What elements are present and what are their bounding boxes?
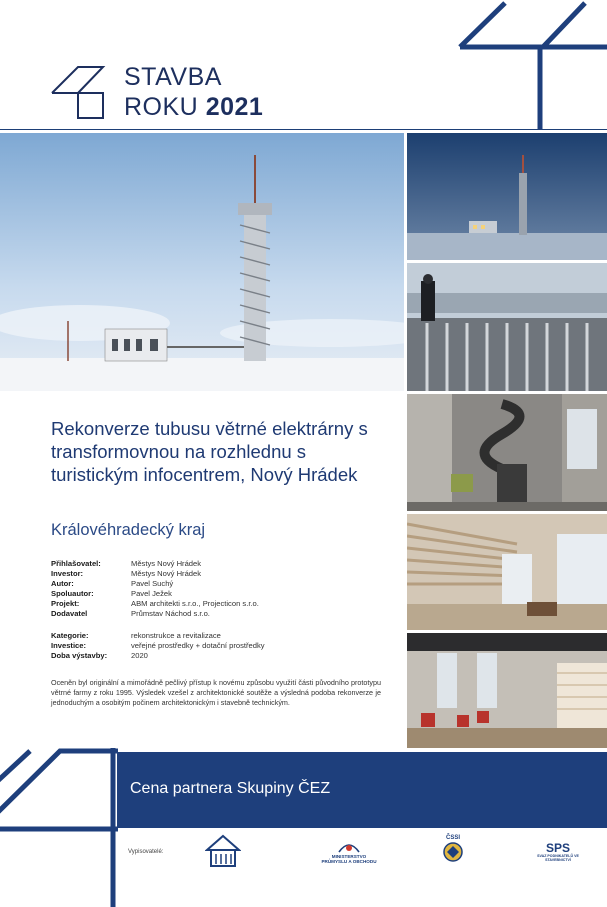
decorative-house-outline-top xyxy=(455,0,607,130)
info-value: Průmstav Náchod s.r.o. xyxy=(131,609,210,618)
info-label: Projekt: xyxy=(51,599,80,608)
photo-spiral-staircase xyxy=(407,394,607,511)
organizer-logo-ministry xyxy=(318,838,380,864)
organizers-label: Vypisovatelé: xyxy=(128,849,164,855)
info-label: Přihlašovatel: xyxy=(51,559,101,568)
photo-cafe-interior xyxy=(407,633,607,748)
info-label: Investor: xyxy=(51,569,84,578)
title-year: 2021 xyxy=(205,93,264,121)
project-title: Rekonverze tubusu větrné elektrárny s transformovnou na rozhlednu s turistickým infocentrem, Nový Hrádek xyxy=(51,418,368,485)
info-value: Pavel Ježek xyxy=(131,589,172,598)
sps-text: SPS xyxy=(545,841,570,855)
info-value: rekonstrukce a revitalizace xyxy=(131,631,221,640)
cssi-text: ČSSI xyxy=(445,835,460,841)
title-line1: STAVBA xyxy=(124,63,222,91)
ministry-line2: PRŮMYSLU A OBCHODU xyxy=(321,859,377,864)
info-block-parties xyxy=(51,559,259,619)
info-value: ABM architekti s.r.o., Projecticon s.r.o. xyxy=(131,599,259,608)
info-row xyxy=(51,651,265,661)
info-row xyxy=(51,641,265,651)
info-row xyxy=(51,631,265,641)
info-label: Spoluautor: xyxy=(51,589,94,598)
ministry-line1: MINISTERSTVO xyxy=(331,854,367,859)
organizer-logo-1-icon xyxy=(205,834,241,870)
info-label: Investice: xyxy=(51,641,87,650)
info-row xyxy=(51,579,259,589)
info-row xyxy=(51,609,259,619)
title-line2 xyxy=(124,92,263,122)
cssi-emblem-icon xyxy=(438,841,468,863)
info-label: Autor: xyxy=(51,579,74,588)
page-title xyxy=(124,62,263,122)
info-label: Doba výstavby: xyxy=(51,651,108,660)
project-region: Královéhradecký kraj xyxy=(51,521,206,539)
info-block-details xyxy=(51,631,265,661)
info-value: Městys Nový Hrádek xyxy=(131,559,202,568)
award-banner xyxy=(117,752,607,828)
decorative-house-outline-bottom xyxy=(0,748,118,907)
info-label: Dodavatel xyxy=(51,609,88,618)
info-row xyxy=(51,559,259,569)
award-label: Cena partnera Skupiny ČEZ xyxy=(130,780,331,797)
sps-subtext: SVAZ PODNIKATELŮ VE STAVEBNICTVÍ xyxy=(537,854,579,862)
info-label: Kategorie: xyxy=(51,631,89,640)
info-value: Pavel Suchý xyxy=(131,579,174,588)
organizer-logo-sps xyxy=(536,842,580,862)
info-row xyxy=(51,599,259,609)
organizer-logo-cssi xyxy=(438,836,468,863)
header-divider xyxy=(0,129,607,130)
photo-infocentre-interior xyxy=(407,514,607,630)
info-value: veřejné prostředky + dotační prostředky xyxy=(131,641,265,650)
main-photo-lookout-tower xyxy=(0,133,404,391)
info-value: 2020 xyxy=(131,651,148,660)
photo-observation-deck xyxy=(407,263,607,391)
project-description: Oceněn byl originální a mimořádně pečlivý přístup k novému způsobu využití části původního prototypu větrné farmy z roku 1995. Výsledek vzešel z architektonické soutěže a výsledná podoba rekonverze je jednoduchým a osobitým počinem architektonickým i stavebně technickým. xyxy=(51,678,381,707)
stavba-roku-logo-icon xyxy=(50,65,110,121)
title-prefix: ROKU xyxy=(124,93,206,121)
info-row xyxy=(51,589,259,599)
photo-tower-at-dusk xyxy=(407,133,607,260)
ministry-emblem-icon xyxy=(337,838,361,854)
info-value: Městys Nový Hrádek xyxy=(131,569,202,578)
info-row xyxy=(51,569,259,579)
